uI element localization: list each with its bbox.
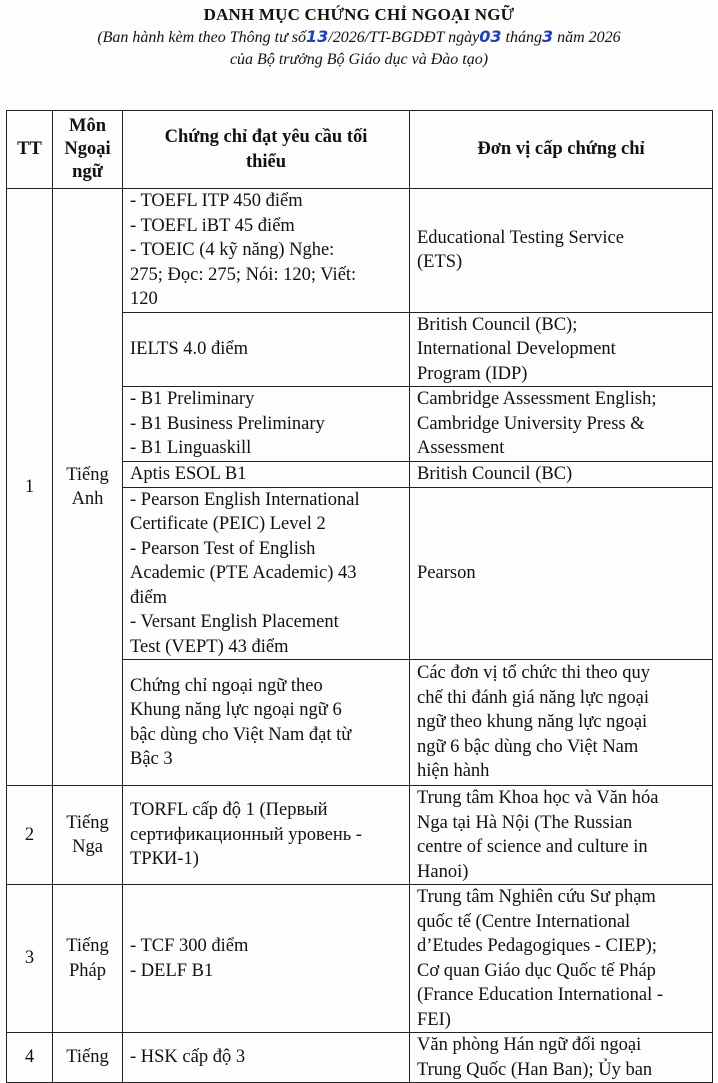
document-header bbox=[0, 4, 718, 71]
issuer-line: Cơ quan Giáo dục Quốc tế Pháp bbox=[417, 960, 656, 981]
issuer-line: International Development bbox=[417, 339, 616, 359]
language-subject bbox=[53, 1033, 123, 1083]
row-number: 2 bbox=[7, 786, 53, 885]
issuer-line: Educational Testing Service bbox=[417, 227, 624, 248]
subject-line: Anh bbox=[71, 489, 104, 509]
certificate-line: - DELF B1 bbox=[130, 960, 214, 981]
issuer-line: Văn phòng Hán ngữ đối ngoại bbox=[417, 1035, 642, 1055]
table-row bbox=[7, 786, 713, 885]
issuer-line: d’Etudes Pedagogiques - CIEP); bbox=[417, 936, 657, 956]
language-subject bbox=[53, 189, 123, 786]
certificate-line: TORFL cấp độ 1 (Первый bbox=[130, 800, 328, 821]
subject-line: Tiếng bbox=[66, 464, 109, 485]
certificate-line: - B1 Linguaskill bbox=[130, 438, 252, 459]
table-row bbox=[7, 885, 713, 1033]
certificate-cell bbox=[123, 312, 410, 387]
certificate-line: - Versant English Placement bbox=[130, 612, 339, 632]
certificate-line: Test (VEPT) 43 điểm bbox=[130, 636, 289, 657]
issuer-line: ngữ theo khung năng lực ngoại bbox=[417, 712, 648, 733]
certificate-line: - Pearson Test of English bbox=[130, 538, 316, 559]
issuer-line: Cambridge University Press & bbox=[417, 413, 645, 434]
issuer-cell bbox=[410, 387, 713, 462]
certificate-line: điểm bbox=[130, 587, 167, 608]
certificate-cell bbox=[123, 786, 410, 885]
handwritten-circular-number: 13 bbox=[306, 27, 329, 46]
certificate-cell bbox=[123, 462, 410, 488]
issuer-line: Assessment bbox=[417, 438, 505, 459]
certificate-line: - TOEFL iBT 45 điểm bbox=[130, 215, 295, 236]
certificate-line: IELTS 4.0 điểm bbox=[130, 339, 249, 359]
issuance-text-a: (Ban hành kèm theo Thông tư số bbox=[97, 29, 307, 46]
issuer-line: Các đơn vị tổ chức thi theo quy bbox=[417, 663, 651, 684]
certificate-line: - Pearson English International bbox=[130, 489, 360, 510]
issuer-line: của Bộ trưởng Bộ Giáo dục và Đào tạo) bbox=[229, 51, 489, 68]
row-number: 4 bbox=[7, 1033, 53, 1083]
issuer-line: chế thi đánh giá năng lực ngoại bbox=[417, 687, 649, 708]
certificate-cell bbox=[123, 660, 410, 786]
issuer-line: quốc tế (Centre International bbox=[417, 911, 631, 932]
issuer-cell bbox=[410, 189, 713, 313]
handwritten-month: 3 bbox=[541, 27, 554, 46]
issuer-cell bbox=[410, 660, 713, 786]
certificate-line: - TOEFL ITP 450 điểm bbox=[130, 191, 303, 211]
issuer-line: Trung Quốc (Han Ban); Ủy ban bbox=[417, 1059, 653, 1080]
issuance-text-c: tháng bbox=[501, 29, 542, 46]
certificate-line: Khung năng lực ngoại ngữ 6 bbox=[130, 700, 342, 720]
certificate-line: Academic (PTE Academic) 43 bbox=[130, 563, 357, 583]
certificate-line: - TCF 300 điểm bbox=[130, 936, 249, 956]
certificate-line: - B1 Business Preliminary bbox=[130, 413, 325, 434]
issuer-line: Hanoi) bbox=[417, 861, 469, 882]
language-subject bbox=[53, 885, 123, 1033]
certificate-line: - TOEIC (4 kỹ năng) Nghe: bbox=[130, 240, 335, 260]
certificate-line: bậc dùng cho Việt Nam đạt từ bbox=[130, 724, 352, 745]
issuer-line: ngữ 6 bậc dùng cho Việt Nam bbox=[417, 736, 639, 757]
header-issuer: Đơn vị cấp chứng chỉ bbox=[410, 111, 713, 189]
header-subject: Môn Ngoại ngữ bbox=[53, 111, 123, 189]
issuer-line: (France Education International - bbox=[417, 985, 664, 1005]
handwritten-day: 03 bbox=[479, 27, 502, 46]
issuer-cell bbox=[410, 885, 713, 1033]
certificate-line: - B1 Preliminary bbox=[130, 389, 255, 410]
certificate-line: сертификационный уровень - bbox=[130, 824, 362, 845]
header-certificate: Chứng chỉ đạt yêu cầu tối thiểu bbox=[123, 111, 410, 189]
issuer-line: hiện hành bbox=[417, 761, 490, 782]
table-row bbox=[7, 1033, 713, 1083]
issuer-line: Cambridge Assessment English; bbox=[417, 389, 657, 410]
certificate-line: ТРКИ-1) bbox=[130, 849, 199, 870]
subject-line: Tiếng bbox=[66, 812, 109, 833]
table-header-row bbox=[7, 111, 713, 189]
issuer-line: Program (IDP) bbox=[417, 363, 528, 384]
issuer-line: Pearson bbox=[417, 563, 476, 583]
subject-line: Nga bbox=[72, 837, 103, 857]
certificate-table bbox=[6, 110, 713, 1083]
certificate-line: Chứng chỉ ngoại ngữ theo bbox=[130, 675, 323, 696]
certificate-line: 120 bbox=[130, 289, 158, 309]
row-number: 3 bbox=[7, 885, 53, 1033]
certificate-line: - HSK cấp độ 3 bbox=[130, 1047, 246, 1068]
certificate-cell bbox=[123, 387, 410, 462]
issuer-line: Nga tại Hà Nội (The Russian bbox=[417, 812, 633, 833]
issuer-cell bbox=[410, 462, 713, 488]
issuer-cell bbox=[410, 487, 713, 660]
issuer-cell bbox=[410, 786, 713, 885]
table-row bbox=[7, 189, 713, 313]
header-tt: TT bbox=[7, 111, 53, 189]
table-body bbox=[7, 189, 713, 1083]
issuer-line: British Council (BC) bbox=[417, 464, 573, 484]
row-number: 1 bbox=[7, 189, 53, 786]
subject-line: Pháp bbox=[69, 960, 106, 981]
issuance-line bbox=[0, 26, 718, 49]
certificate-line: Bậc 3 bbox=[130, 749, 173, 769]
issuer-line: Trung tâm Khoa học và Văn hóa bbox=[417, 788, 659, 808]
issuer-line: British Council (BC); bbox=[417, 314, 578, 335]
issuance-text-b: /2026/TT-BGDĐT ngày bbox=[328, 29, 480, 46]
certificate-line: Aptis ESOL B1 bbox=[130, 464, 247, 484]
issuer-line: Trung tâm Nghiên cứu Sư phạm bbox=[417, 887, 656, 907]
certificate-line: 275; Đọc: 275; Nói: 120; Viết: bbox=[130, 264, 357, 285]
issuer-line: FEI) bbox=[417, 1009, 451, 1030]
certificate-cell bbox=[123, 487, 410, 660]
certificate-cell bbox=[123, 885, 410, 1033]
certificate-cell bbox=[123, 189, 410, 313]
issuance-text-d: năm 2026 bbox=[553, 29, 621, 46]
issuer-line: (ETS) bbox=[417, 252, 463, 273]
subject-line: Tiếng bbox=[66, 1047, 109, 1068]
certificate-cell bbox=[123, 1033, 410, 1083]
issuer-cell bbox=[410, 312, 713, 387]
document-title: DANH MỤC CHỨNG CHỈ NGOẠI NGỮ bbox=[203, 5, 515, 24]
issuer-cell bbox=[410, 1033, 713, 1083]
language-subject bbox=[53, 786, 123, 885]
subject-line: Tiếng bbox=[66, 936, 109, 956]
certificate-line: Certificate (PEIC) Level 2 bbox=[130, 514, 326, 534]
issuer-line: centre of science and culture in bbox=[417, 837, 648, 857]
